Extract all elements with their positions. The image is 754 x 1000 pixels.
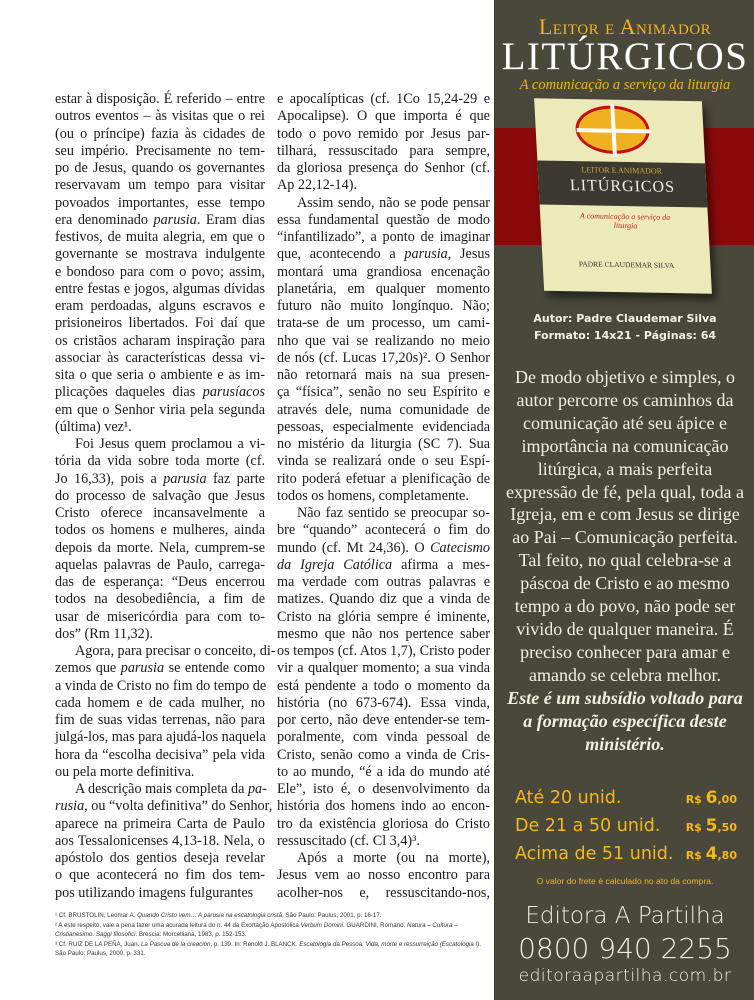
- price-dec: ,80: [717, 849, 737, 862]
- text-segment: está pendente a todo o momento da: [277, 677, 490, 694]
- text-segment: os cristãos acharam inspiração para: [55, 332, 265, 349]
- text-segment: povoados importantes, esse tempo: [55, 194, 265, 211]
- text-segment: no mistério da liturgia (SC 7). Sua: [277, 436, 490, 452]
- text-segment: plicações daqueles dias: [55, 384, 203, 401]
- text-segment: ressuscitado (cf. Cl 3,4)³.: [277, 832, 420, 849]
- price-int: 5: [705, 816, 718, 836]
- text-line: [277, 367, 490, 384]
- cover-author: PADRE CLAUDEMAR SILVA: [578, 259, 675, 271]
- text-line: [277, 160, 490, 177]
- text-segment: bre “quando” acontecerá o fim do: [277, 522, 490, 539]
- text-line: [55, 471, 265, 488]
- text-line: [55, 885, 265, 902]
- footnote-text: , p. 139. In: Renold J. BLANCK.: [210, 940, 300, 948]
- text-line: [277, 488, 490, 505]
- text-line: [55, 609, 265, 626]
- text-segment: ou pela morte definitiva.: [55, 763, 195, 780]
- text-segment: afirma a mes-: [392, 556, 490, 573]
- text-line: [277, 126, 490, 143]
- text-segment: história dos homens indo ao encon-: [277, 798, 490, 815]
- currency: R$: [685, 793, 702, 806]
- text-line: [55, 91, 265, 108]
- text-segment: e bondoso para com o povo; assim,: [55, 263, 265, 280]
- text-segment: associar às características dessa vi-: [55, 349, 265, 366]
- text-line: [55, 195, 265, 212]
- text-segment: e apocalípticas (cf. 1Co 15,24-29 e: [277, 91, 490, 107]
- text-line: [55, 436, 265, 453]
- text-segment: hora da “escolha decisiva” pela vida: [55, 746, 265, 763]
- text-line: [55, 591, 265, 608]
- text-line: [55, 108, 265, 125]
- text-line: [277, 281, 490, 298]
- text-line: [277, 505, 490, 522]
- cover-title-top: LEITOR E ANIMADOR: [581, 165, 663, 176]
- text-line: [55, 367, 265, 384]
- text-line: [277, 695, 490, 712]
- text-segment: do processo de salvação que Jesus: [55, 487, 265, 504]
- shipping-note: O valor do frete é calculado no ato da compra.: [536, 876, 714, 886]
- text-segment: todos na desobediência, a fim de: [55, 591, 265, 608]
- text-line: [55, 850, 265, 867]
- text-line: [277, 195, 490, 212]
- text-line: [55, 143, 265, 160]
- text-line: [277, 436, 490, 453]
- text-segment: mundo (cf. Mt 24,36). O: [277, 539, 431, 556]
- text-segment: o que acontecerá no fim dos tem-: [55, 867, 265, 884]
- text-segment: A descrição mais completa da: [75, 781, 248, 797]
- text-line: [277, 816, 490, 833]
- text-line: [277, 643, 490, 660]
- footnote: [55, 921, 490, 940]
- text-segment: Cristo na glória sempre é iminente,: [277, 608, 490, 625]
- text-segment: planetária, em qualquer momento: [277, 280, 490, 297]
- footnotes: [55, 911, 490, 959]
- quantity-label: De 21 a 50 unid.: [515, 816, 661, 836]
- text-line: [277, 212, 490, 229]
- text-segment: por certo, não deve entender-se tem-: [277, 712, 490, 728]
- text-segment: depois da morte. Nela, cumprem-se: [55, 539, 265, 556]
- italic-text: da Igreja Católica: [277, 556, 393, 573]
- text-segment: sita o que seria o ambiente e as im-: [55, 367, 265, 383]
- text-segment: montará uma grandiosa encenação: [277, 263, 490, 280]
- publisher-phone: 0800 940 2255: [518, 932, 732, 965]
- text-line: [277, 781, 490, 798]
- italic-text: pa-: [247, 781, 267, 797]
- text-segment: julgá-los, mas para ajudá-los naquela: [55, 729, 266, 746]
- text-segment: todos os homens, completamente.: [277, 487, 469, 504]
- text-line: [277, 350, 490, 367]
- quantity-label: Acima de 51 unid.: [515, 844, 674, 864]
- text-segment: a vinda de Cristo no fim do tempo de: [55, 677, 267, 694]
- text-segment: Cristo, senão como a vinda de Cris-: [277, 746, 490, 763]
- footnote-text: Verbum Domini: [300, 921, 344, 929]
- text-segment: tro da existência gloriosa do Cristo: [277, 815, 490, 832]
- price-value: [686, 844, 737, 864]
- text-segment: não retornará mais na sua presen-: [277, 367, 490, 383]
- text-segment: rito poderá efetuar a plenificação de: [277, 470, 490, 487]
- text-segment: cada homem e de cada mulher, no: [55, 694, 265, 711]
- text-segment: essa fundamental questão de modo: [277, 211, 490, 228]
- footnote-text: ¹ Cf. BRUSTOLIN, Leomar A.: [55, 912, 138, 919]
- text-segment: aquelas palavras de Paulo, carrega-: [55, 556, 265, 573]
- footnote-text: Natura – Cultura – Cristianesimo. Saggi filosofici: [55, 921, 458, 939]
- ad-title-top: Leitor e Animador: [538, 14, 712, 39]
- text-segment: tória da vida sobre toda morte (cf.: [55, 453, 265, 470]
- text-line: [55, 643, 276, 660]
- text-line: [55, 729, 265, 746]
- quantity-label: Até 20 unid.: [515, 788, 622, 808]
- footnote-text: . GUARDINI, Romano.: [343, 921, 407, 929]
- text-segment: festivos, de muita alegria, em que o: [55, 229, 265, 245]
- text-segment: todos os homens e mulheres, ainda: [55, 522, 265, 539]
- text-line: [55, 816, 265, 833]
- text-line: [277, 678, 490, 695]
- footnote-text: Escatologia da Pessoa. Vida, morte e ressurreição (Escatologia I): [299, 940, 480, 948]
- text-line: [55, 419, 265, 436]
- text-segment: “infantilizado”, a ponto de imaginar: [277, 229, 490, 245]
- footnote-text: . Brescia: Morcelliana, 1983, p. 152-153.: [135, 931, 247, 939]
- text-line: [55, 540, 265, 557]
- liturgy-seal-icon: [574, 105, 650, 154]
- price-value: [686, 788, 737, 808]
- text-line: [55, 798, 273, 815]
- book-author: Autor: Padre Claudemar Silva: [533, 312, 717, 325]
- text-line: [55, 246, 265, 263]
- publisher-name: Editora A Partilha: [525, 903, 725, 929]
- price-row: [515, 788, 737, 808]
- text-line: [277, 333, 490, 350]
- text-segment: da gloriosa presença do Senhor (cf.: [277, 160, 490, 176]
- text-line: [277, 540, 490, 557]
- text-segment: os tempos (cf. Atos 1,7), Cristo poder: [277, 643, 491, 659]
- article-column-2: [277, 91, 490, 902]
- footnote: [55, 911, 490, 921]
- text-line: [277, 885, 490, 902]
- text-line: [277, 229, 490, 246]
- text-segment: poralmente, com vinda pessoal de: [277, 729, 490, 746]
- text-line: [277, 177, 490, 194]
- text-line: [55, 333, 265, 350]
- cover-subtitle: A comunicação a serviço da liturgia: [579, 211, 671, 231]
- text-segment: reservavam um tempo para visitar: [55, 177, 265, 194]
- footnote-text: La Pascua de la creación: [140, 940, 211, 948]
- text-line: [55, 747, 265, 764]
- text-line: [277, 867, 490, 884]
- italic-text: parusia: [153, 211, 197, 228]
- text-segment: po de Jesus, quando os governantes: [55, 160, 265, 176]
- text-line: [277, 384, 490, 401]
- text-line: [55, 453, 265, 470]
- text-line: [55, 350, 265, 367]
- ad-subtitle: A comunicação a serviço da liturgia: [519, 77, 731, 93]
- text-line: [277, 402, 490, 419]
- book-format: Formato: 14x21 - Páginas: 64: [533, 329, 717, 342]
- text-line: [55, 522, 265, 539]
- text-segment: Após a morte (ou na morte),: [297, 850, 490, 866]
- text-line: [277, 660, 490, 677]
- text-line: [277, 591, 490, 608]
- text-segment: se entende como: [164, 660, 266, 677]
- text-segment: Apocalipse). O que importa é que: [277, 108, 490, 125]
- text-segment: Não faz sentido se preocupar so-: [297, 505, 490, 521]
- text-line: [55, 126, 265, 143]
- text-segment: todo o povo remido por Jesus par-: [277, 125, 490, 142]
- text-line: [55, 660, 265, 677]
- text-line: [277, 850, 490, 867]
- text-segment: (ou o príncipe) fazia às cidades de: [55, 125, 265, 142]
- italic-text: Catecismo: [430, 539, 490, 556]
- price-dec: ,50: [717, 821, 737, 834]
- text-line: [277, 471, 490, 488]
- currency: R$: [685, 821, 702, 834]
- text-line: [55, 212, 265, 229]
- text-line: [277, 798, 490, 815]
- article-column-1: [55, 91, 276, 902]
- text-segment: dos” (Rm 11,32).: [55, 625, 153, 642]
- text-line: [55, 626, 265, 643]
- text-segment: pessoas, especialmente evidenciada: [277, 418, 490, 435]
- price-int: 6: [705, 788, 718, 808]
- text-line: [55, 315, 265, 332]
- text-segment: era denominado: [55, 211, 154, 228]
- text-line: [55, 781, 265, 798]
- text-line: [277, 626, 490, 643]
- text-line: [55, 678, 265, 695]
- text-line: [277, 108, 490, 125]
- footnote: [55, 940, 490, 959]
- italic-text: parusia: [120, 660, 165, 677]
- text-line: [55, 557, 265, 574]
- text-line: [55, 833, 265, 850]
- text-line: [277, 315, 490, 332]
- text-line: [55, 574, 265, 591]
- text-line: [277, 729, 490, 746]
- text-segment: em que o Senhor viria pela segunda: [55, 401, 265, 418]
- text-segment: trata-se de um processo, um cami-: [277, 315, 490, 332]
- text-line: [277, 453, 490, 470]
- text-line: [55, 712, 265, 729]
- text-line: [55, 298, 265, 315]
- text-segment: entre festas e jogos, algumas dívidas: [55, 280, 265, 297]
- italic-text: parusíacos: [202, 384, 265, 401]
- text-segment: Agora, para precisar o conceito, di-: [75, 643, 276, 659]
- text-segment: mesmo que não nos pertence saber: [277, 625, 490, 642]
- text-segment: seu império. Precisamente no tem-: [55, 142, 265, 159]
- price-row: [515, 816, 737, 836]
- footnote-text: Quando Cristo vem… A parusia na escatologia cristã: [137, 912, 283, 919]
- text-segment: prisioneiros libertados. Foi daí que: [55, 315, 265, 332]
- italic-text: parusia: [404, 246, 448, 263]
- text-line: [277, 609, 490, 626]
- footnote-text: . São Paulo: Paulus, 2001, p. 16-17.: [282, 912, 382, 919]
- text-segment: , ou “volta definitiva” do Senhor,: [84, 798, 273, 815]
- text-segment: vinda se realizará onde o seu Espí-: [277, 453, 490, 470]
- currency: R$: [685, 849, 702, 862]
- text-line: [277, 246, 490, 263]
- text-line: [277, 747, 490, 764]
- text-line: [277, 522, 490, 539]
- text-segment: Assim sendo, não se pode pensar: [297, 194, 490, 211]
- text-line: [55, 160, 265, 177]
- ad-title-main: LITÚRGICOS: [501, 35, 749, 78]
- text-segment: fim de suas vidas terrenas, não para: [55, 712, 265, 728]
- text-segment: usar de misericórdia para com to-: [55, 608, 265, 625]
- price-int: 4: [705, 844, 718, 864]
- price-dec: ,00: [717, 793, 737, 806]
- text-segment: vir a qualquer momento; a sua vinda: [277, 660, 490, 677]
- text-segment: estar à disposição. É referido – entre: [55, 91, 265, 107]
- text-segment: , Jesus: [447, 246, 490, 263]
- text-segment: Jo 16,33), pois a: [55, 470, 164, 487]
- text-segment: . Eram dias: [196, 211, 265, 228]
- description-text: De modo objetivo e simples, o autor percorre os caminhos da comunicação até seu ápice e importância na comunicação litúrgica, a mais perfeita expressão de fé, pela qual, toda a Igreja, em e com Jesus se dirige ao Pai – Comunicação perfeita. Tal feito, no qual celebra-se a páscoa de Cristo e ao mesmo tempo a do povo, não pode ser vivido de qualquer maneira. É preciso conhecer para amar e amando se celebra melhor.: [506, 367, 744, 685]
- text-segment: história (no 673-674). Essa vinda,: [277, 694, 490, 711]
- book-description: [503, 366, 747, 755]
- footnote-text: ³ Cf. RUIZ DE LA PEÑA, Juan.: [55, 940, 141, 948]
- text-segment: Ap 22,12-14).: [277, 177, 357, 194]
- text-segment: eram perdoadas, alguns escravos e: [55, 298, 265, 314]
- book-advertisement: [494, 0, 754, 1000]
- text-line: [277, 143, 490, 160]
- text-segment: aos Tessalonicenses 4,13-18. Nela, o: [55, 832, 265, 849]
- text-segment: Jesus vem ao nosso encontro para: [277, 867, 490, 884]
- text-line: [277, 574, 490, 591]
- text-segment: zemos que: [55, 660, 121, 677]
- italic-text: rusia: [55, 798, 85, 815]
- text-line: [277, 298, 490, 315]
- text-segment: (última) vez¹.: [55, 418, 132, 435]
- text-line: [277, 557, 490, 574]
- text-segment: das de esperança: “Deus encerrou: [55, 574, 265, 590]
- text-segment: governante se mostrava indulgente: [55, 246, 265, 263]
- price-row: [515, 844, 737, 864]
- text-line: [55, 229, 265, 246]
- text-segment: futuro não muito longínquo. Não;: [277, 298, 490, 314]
- text-line: [55, 505, 265, 522]
- text-line: [55, 264, 265, 281]
- text-segment: ma verdade com outras palavras e: [277, 574, 490, 590]
- price-value: [686, 816, 737, 836]
- description-emphasis: Este é um subsídio voltado para a formação específica deste ministério.: [507, 687, 743, 754]
- text-segment: Cristo oferece incansavelmente a: [55, 505, 265, 521]
- text-segment: faz parte: [206, 470, 265, 487]
- text-segment: ça “física”, senão no seu Espírito e: [277, 384, 490, 401]
- text-segment: Ele”, isto é, o desenvolvimento da: [277, 781, 490, 797]
- text-line: [55, 695, 265, 712]
- text-segment: aparece na primeira Carta de Paulo: [55, 815, 265, 832]
- text-segment: através dele, numa comunidade de: [277, 401, 490, 418]
- book-cover-image: [534, 98, 712, 293]
- cover-title-main: LITÚRGICOS: [569, 177, 676, 196]
- text-segment: nho que vai se realizando no meio: [277, 332, 490, 349]
- text-segment: pos utilizando imagens fulgurantes: [55, 884, 254, 901]
- text-line: [277, 91, 490, 108]
- text-line: [55, 281, 265, 298]
- footnote-text: . São Paulo: Paulus, 2000, p. 331.: [55, 940, 482, 958]
- text-segment: matizes. Quando diz que a vinda de: [277, 591, 490, 608]
- text-line: [55, 867, 265, 884]
- footnote-text: ² A este respeito, vale a pena fazer uma acurada leitura do n. 44 da Exortação Apostólica: [55, 921, 301, 929]
- text-segment: de nós (cf. Lucas 17,20s)². O Senhor: [277, 349, 490, 366]
- text-line: [55, 402, 265, 419]
- text-line: [277, 712, 490, 729]
- text-segment: que, acontecendo a: [277, 246, 405, 263]
- text-segment: acolher-nos e, ressuscitando-nos,: [277, 884, 490, 901]
- text-line: [277, 419, 490, 436]
- text-segment: apóstolo dos gentios deseja revelar: [55, 850, 265, 866]
- text-line: [277, 764, 490, 781]
- text-segment: tilhará, ressuscitado para sempre,: [277, 142, 490, 159]
- text-line: [55, 488, 265, 505]
- text-line: [277, 833, 490, 850]
- text-line: [277, 264, 490, 281]
- italic-text: parusia: [163, 470, 207, 487]
- text-line: [55, 384, 265, 401]
- text-line: [55, 177, 265, 194]
- publisher-website: editoraapartilha.com.br: [518, 966, 732, 986]
- text-segment: to ao mundo, “é a ida do mundo até: [277, 763, 490, 780]
- text-segment: outros eventos – às visitas que o rei: [55, 108, 265, 125]
- text-line: [55, 764, 265, 781]
- text-segment: Foi Jesus quem proclamou a vi-: [75, 436, 265, 452]
